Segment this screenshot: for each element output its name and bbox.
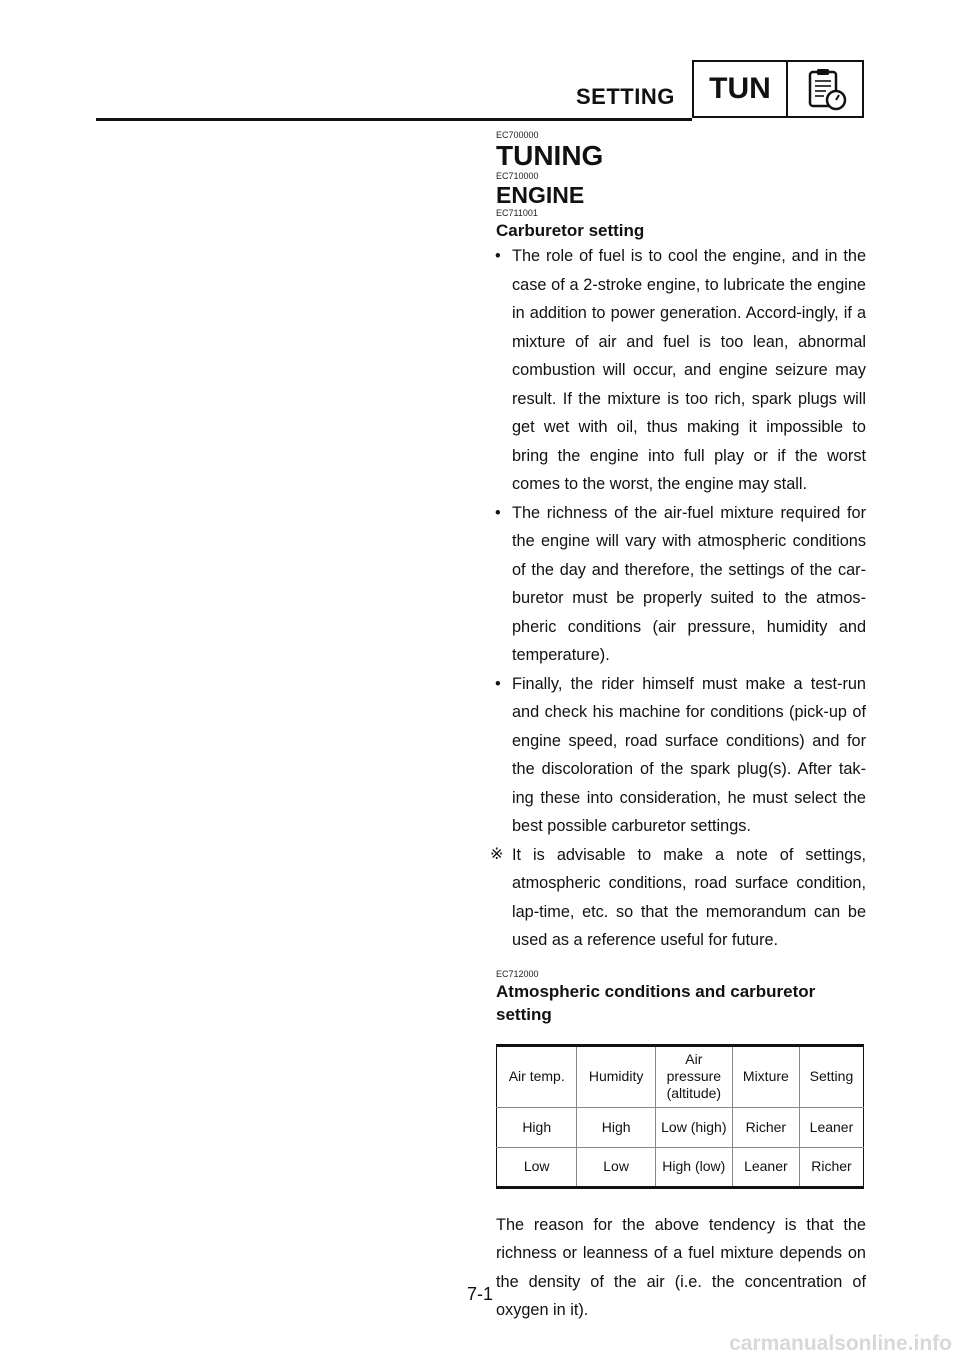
chapter-tab — [692, 60, 864, 118]
header-rule — [96, 118, 692, 121]
heading-carburetor-setting: Carburetor setting — [496, 221, 645, 240]
note-mark: ※ — [490, 845, 504, 863]
table-cell: High — [497, 1107, 577, 1147]
bullet-item — [496, 499, 866, 670]
table-header-row — [497, 1045, 864, 1107]
table-cell: High — [577, 1107, 655, 1147]
bullet-text: The richness of the air-fuel mixture required for the engine will vary with atmospheric conditions of the day and therefore, the settings of the car-buretor must be properly suited to the atmos-pheric conditions (air pressure, humidity and temperature). — [512, 503, 866, 664]
table-header-cell: Mixture — [732, 1045, 799, 1107]
section-code: EC710000 — [496, 171, 539, 181]
heading-engine: ENGINE — [496, 182, 585, 208]
table-cell: Low — [497, 1147, 577, 1187]
note-text: It is advisable to make a note of settings, atmospheric conditions, road surface condition, lap-time, etc. so that the memorandum can be used as a reference useful for future. — [512, 845, 866, 949]
heading-atmospheric-conditions: Atmospheric conditions and carburetor setting — [496, 981, 816, 1024]
conditions-table — [496, 1044, 864, 1189]
bullet-text: Finally, the rider himself must make a test-run and check his machine for conditions (pick-up of engine speed, road surface conditions) and for the discoloration of the spark plug(s). After tak-ing these into consideration, he must select the best possible carburetor settings. — [512, 674, 866, 835]
section-code: EC712000 — [496, 968, 539, 979]
table-cell: Leaner — [732, 1147, 799, 1187]
bullet-mark: • — [495, 674, 501, 693]
table-header-cell: Air temp. — [497, 1045, 577, 1107]
section-code: EC700000 — [496, 130, 539, 140]
section-title: SETTING — [576, 84, 675, 109]
table-cell: Richer — [732, 1107, 799, 1147]
table-cell: Low (high) — [655, 1107, 732, 1147]
bullet-item — [496, 242, 866, 499]
heading-tuning: TUNING — [496, 140, 604, 171]
table-row — [497, 1107, 864, 1147]
note-item — [490, 841, 866, 955]
table-cell: Low — [577, 1147, 655, 1187]
table-header-cell: Setting — [799, 1045, 863, 1107]
table-header-cell: Air pressure (altitude) — [655, 1045, 732, 1107]
section-code: EC711001 — [496, 208, 538, 218]
closing-paragraph: The reason for the above tendency is that the richness or leanness of a fuel mixture depends on the density of the air (i.e. the concentration of oxygen in it). — [496, 1215, 866, 1319]
table-header-cell: Humidity — [577, 1045, 655, 1107]
clipboard-stopwatch-icon — [788, 62, 862, 116]
table-row — [497, 1147, 864, 1187]
bullet-item — [496, 670, 866, 841]
bullet-mark: • — [495, 503, 501, 522]
main-content — [490, 130, 866, 1325]
page-number: 7-1 — [466, 1284, 493, 1304]
watermark: carmanualsonline.info — [729, 1332, 952, 1355]
table-cell: Leaner — [799, 1107, 863, 1147]
table-cell: High (low) — [655, 1147, 732, 1187]
bullet-text: The role of fuel is to cool the engine, and in the case of a 2-stroke engine, to lubricate the engine in addition to power generation. Accord-ingly, if a mixture of air and fuel is too lean, abnormal combustion will occur, and engine seizure may result. If the mixture is too rich, spark plugs will get wet with oil, thus making it impossible to bring the engine into full play or if the worst comes to the worst, the engine may stall. — [512, 247, 866, 493]
chapter-tab-label: TUN — [694, 62, 788, 116]
bullet-mark: • — [495, 247, 501, 265]
table-cell: Richer — [799, 1147, 863, 1187]
